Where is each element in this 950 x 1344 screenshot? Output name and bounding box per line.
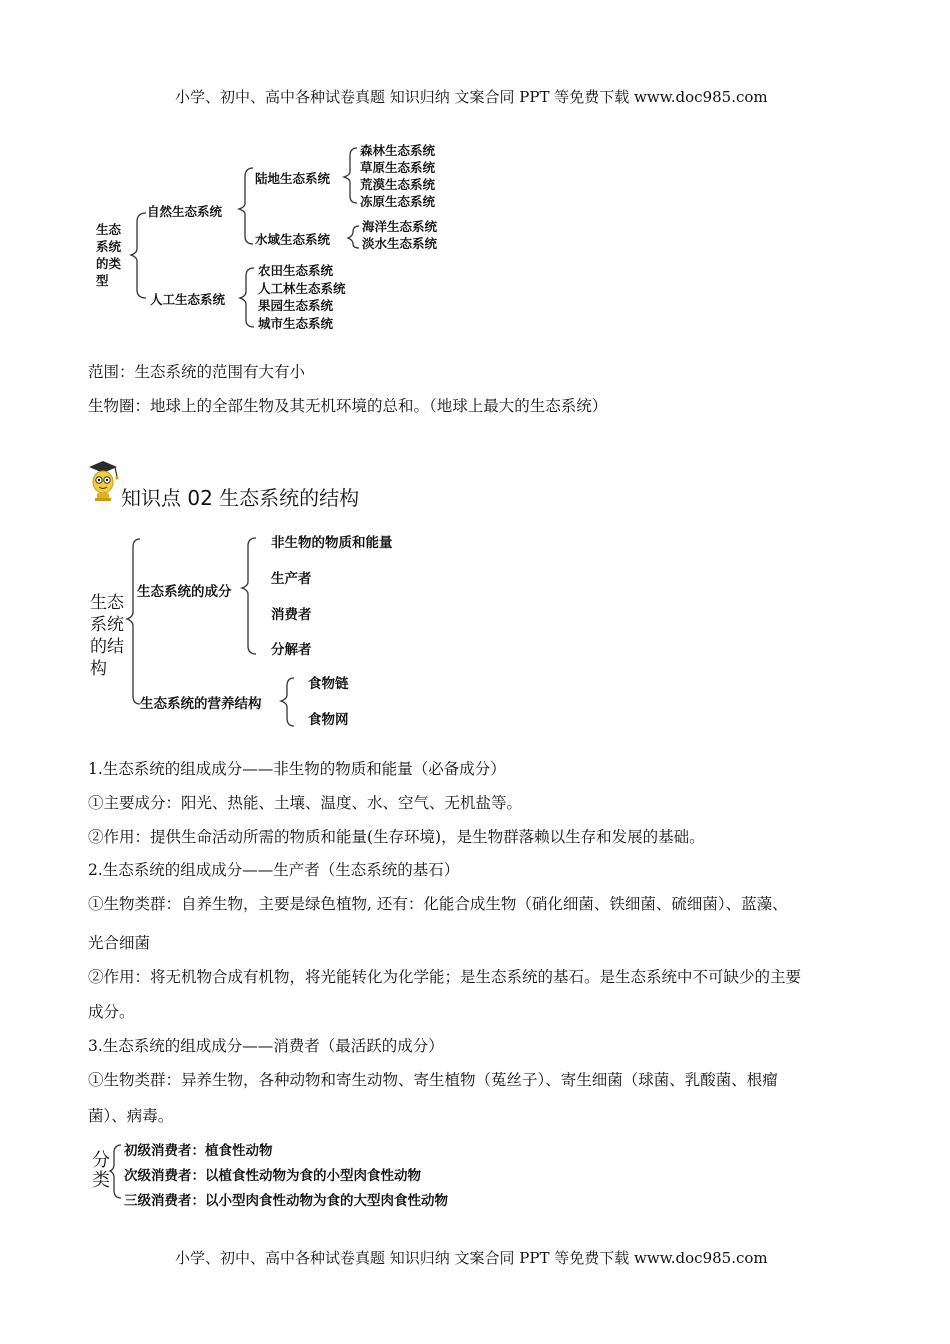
page-header: 小学、初中、高中各种试卷真题 知识归纳 文案合同 PPT 等免费下载 www.doc985.com — [175, 88, 768, 106]
paragraph: 2.生态系统的组成成分——生产者（生态系统的基石） — [88, 861, 460, 879]
artificial-ecosystem-label: 人工生态系统 — [150, 292, 226, 307]
classification-root-label: 分 类 — [92, 1150, 110, 1191]
list-item: 食物网 — [308, 712, 349, 728]
list-item: 食物链 — [308, 676, 349, 692]
classification-rows — [124, 1139, 448, 1214]
list-item: 淡水生态系统 — [362, 236, 438, 251]
paragraph: 3.生态系统的组成成分——消费者（最活跃的成分） — [88, 1037, 444, 1055]
paragraph: 光合细菌 — [88, 934, 151, 952]
list-item: 次级消费者：以植食性动物为食的小型肉食性动物 — [124, 1168, 421, 1184]
list-item: 农田生态系统 — [258, 263, 334, 278]
list-item: 森林生态系统 — [360, 143, 436, 158]
nutrition-structure-label: 生态系统的营养结构 — [140, 696, 262, 712]
range-text: 范围：生态系统的范围有大有小 — [88, 363, 306, 381]
components-label: 生态系统的成分 — [137, 584, 232, 600]
biosphere-text: 生物圈：地球上的全部生物及其无机环境的总和。（地球上最大的生态系统） — [88, 397, 608, 415]
paragraph: ②作用：提供生命活动所需的物质和能量(生存环境)，是生物群落赖以生存和发展的基础。 — [88, 828, 705, 846]
list-item: 海洋生态系统 — [362, 219, 438, 234]
water-ecosystem-label: 水域生态系统 — [255, 232, 331, 247]
list-item: 草原生态系统 — [360, 160, 436, 175]
list-item: 初级消费者：植食性动物 — [124, 1143, 273, 1159]
section-title: 知识点 02 生态系统的结构 — [121, 486, 360, 510]
list-item: 冻原生态系统 — [360, 194, 436, 209]
paragraph: ①生物类群：自养生物，主要是绿色植物, 还有：化能合成生物（硝化细菌、铁细菌、硫细菌）、蓝藻、 — [88, 895, 788, 913]
list-item: 生产者 — [271, 571, 312, 587]
list-item: 非生物的物质和能量 — [271, 535, 393, 551]
page-footer: 小学、初中、高中各种试卷真题 知识归纳 文案合同 PPT 等免费下载 www.doc985.com — [175, 1249, 768, 1267]
list-item: 三级消费者：以小型肉食性动物为食的大型肉食性动物 — [124, 1193, 448, 1209]
natural-ecosystem-label: 自然生态系统 — [147, 204, 223, 219]
paragraph: 1.生态系统的组成成分——非生物的物质和能量（必备成分） — [88, 760, 506, 778]
list-item: 果园生态系统 — [258, 298, 334, 313]
types-root-label: 生态 系统 的类 型 — [96, 222, 122, 288]
paragraph: ②作用：将无机物合成有机物，将光能转化为化学能；是生态系统的基石。是生态系统中不可缺少的主要 — [88, 968, 802, 986]
list-item: 城市生态系统 — [258, 315, 334, 331]
paragraph: 菌）、病毒。 — [88, 1107, 174, 1125]
paragraph: ①主要成分：阳光、热能、土壤、温度、水、空气、无机盐等。 — [88, 794, 523, 812]
list-item: 人工林生态系统 — [258, 280, 346, 296]
land-ecosystem-label: 陆地生态系统 — [255, 171, 331, 186]
structure-root-label: 生态 系统 的结 构 — [90, 593, 124, 679]
paragraph: 成分。 — [88, 1003, 135, 1021]
list-item: 分解者 — [271, 642, 312, 658]
paragraph: ①生物类群：异养生物，各种动物和寄生动物、寄生植物（菟丝子）、寄生细菌（球菌、乳酸菌、根瘤 — [88, 1071, 778, 1089]
list-item: 消费者 — [271, 607, 312, 623]
list-item: 荒漠生态系统 — [360, 177, 436, 192]
